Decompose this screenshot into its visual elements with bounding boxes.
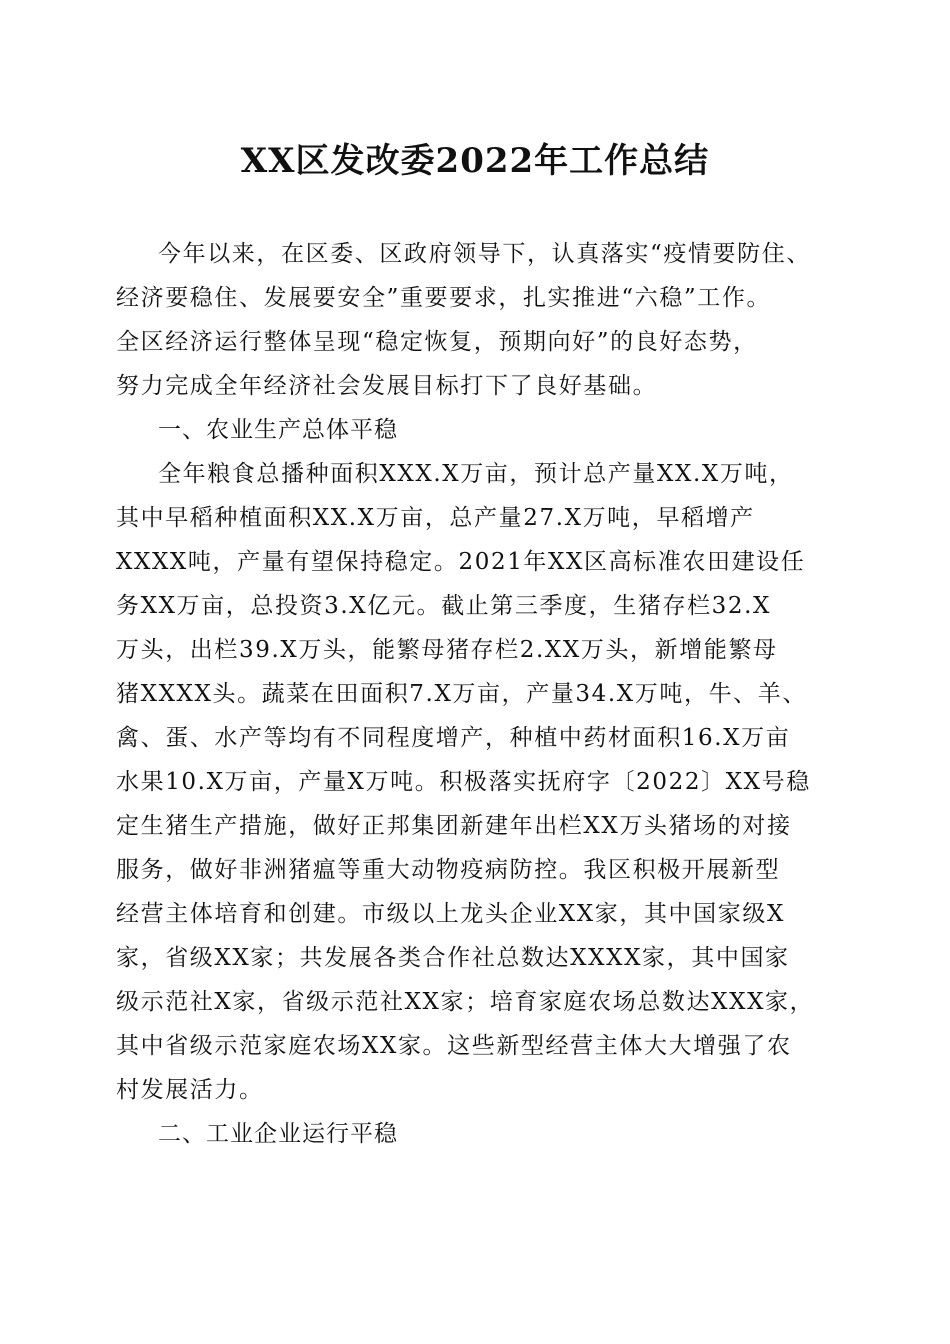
intro-line: 经济要稳住、发展要安全”重要要求，扎实推进“六稳”工作。 bbox=[116, 285, 772, 311]
paragraph-line: 经营主体培育和创建。市级以上龙头企业XX家，其中国家级X bbox=[116, 901, 785, 927]
paragraph-line: 定生猪生产措施，做好正邦集团新建年出栏XX万头猪场的对接 bbox=[116, 813, 792, 839]
paragraph-line: 禽、蛋、水产等均有不同程度增产，种植中药材面积16.X万亩 bbox=[116, 725, 791, 751]
paragraph-line: 服务，做好非洲猪瘟等重大动物疫病防控。我区积极开展新型 bbox=[116, 857, 781, 883]
paragraph-line: XXXX吨，产量有望保持稳定。2021年XX区高标准农田建设任 bbox=[116, 549, 806, 575]
document-body bbox=[116, 232, 840, 1156]
paragraph-line: 其中早稻种植面积XX.X万亩，总产量27.X万吨，早稻增产 bbox=[116, 505, 755, 531]
section-heading-industry: 二、工业企业运行平稳 bbox=[158, 1121, 398, 1147]
intro-paragraph bbox=[116, 232, 840, 408]
paragraph-line: 家，省级XX家；共发展各类合作社总数达XXXX家，其中国家 bbox=[116, 945, 790, 971]
paragraph-line: 务XX万亩，总投资3.X亿元。截止第三季度，生猪存栏32.X bbox=[116, 593, 772, 619]
paragraph-line: 级示范社X家，省级示范社XX家；培育家庭农场总数达XXX家， bbox=[116, 989, 815, 1015]
document-title: XX区发改委2022年工作总结 bbox=[240, 141, 710, 181]
paragraph-line: 全年粮食总播种面积XXX.X万亩，预计总产量XX.X万吨， bbox=[158, 461, 794, 487]
paragraph-line: 猪XXXX头。蔬菜在田面积7.X万亩，产量34.X万吨，牛、羊、 bbox=[116, 681, 807, 707]
paragraph-line: 万头，出栏39.X万头，能繁母猪存栏2.XX万头，新增能繁母 bbox=[116, 637, 778, 663]
intro-line: 努力完成全年经济社会发展目标打下了良好基础。 bbox=[116, 373, 658, 399]
paragraph-line: 水果10.X万亩，产量X万吨。积极落实抚府字〔2022〕XX号稳 bbox=[116, 769, 811, 795]
paragraph-line: 其中省级示范家庭农场XX家。这些新型经营主体大大增强了农 bbox=[116, 1033, 792, 1059]
section1-paragraph bbox=[116, 452, 840, 1112]
intro-line: 今年以来，在区委、区政府领导下，认真落实“疫情要防住、 bbox=[158, 241, 811, 267]
section-heading-agriculture: 一、农业生产总体平稳 bbox=[158, 417, 398, 443]
intro-line: 全区经济运行整体呈现“稳定恢复，预期向好”的良好态势， bbox=[116, 329, 758, 355]
paragraph-line: 村发展活力。 bbox=[116, 1077, 264, 1103]
